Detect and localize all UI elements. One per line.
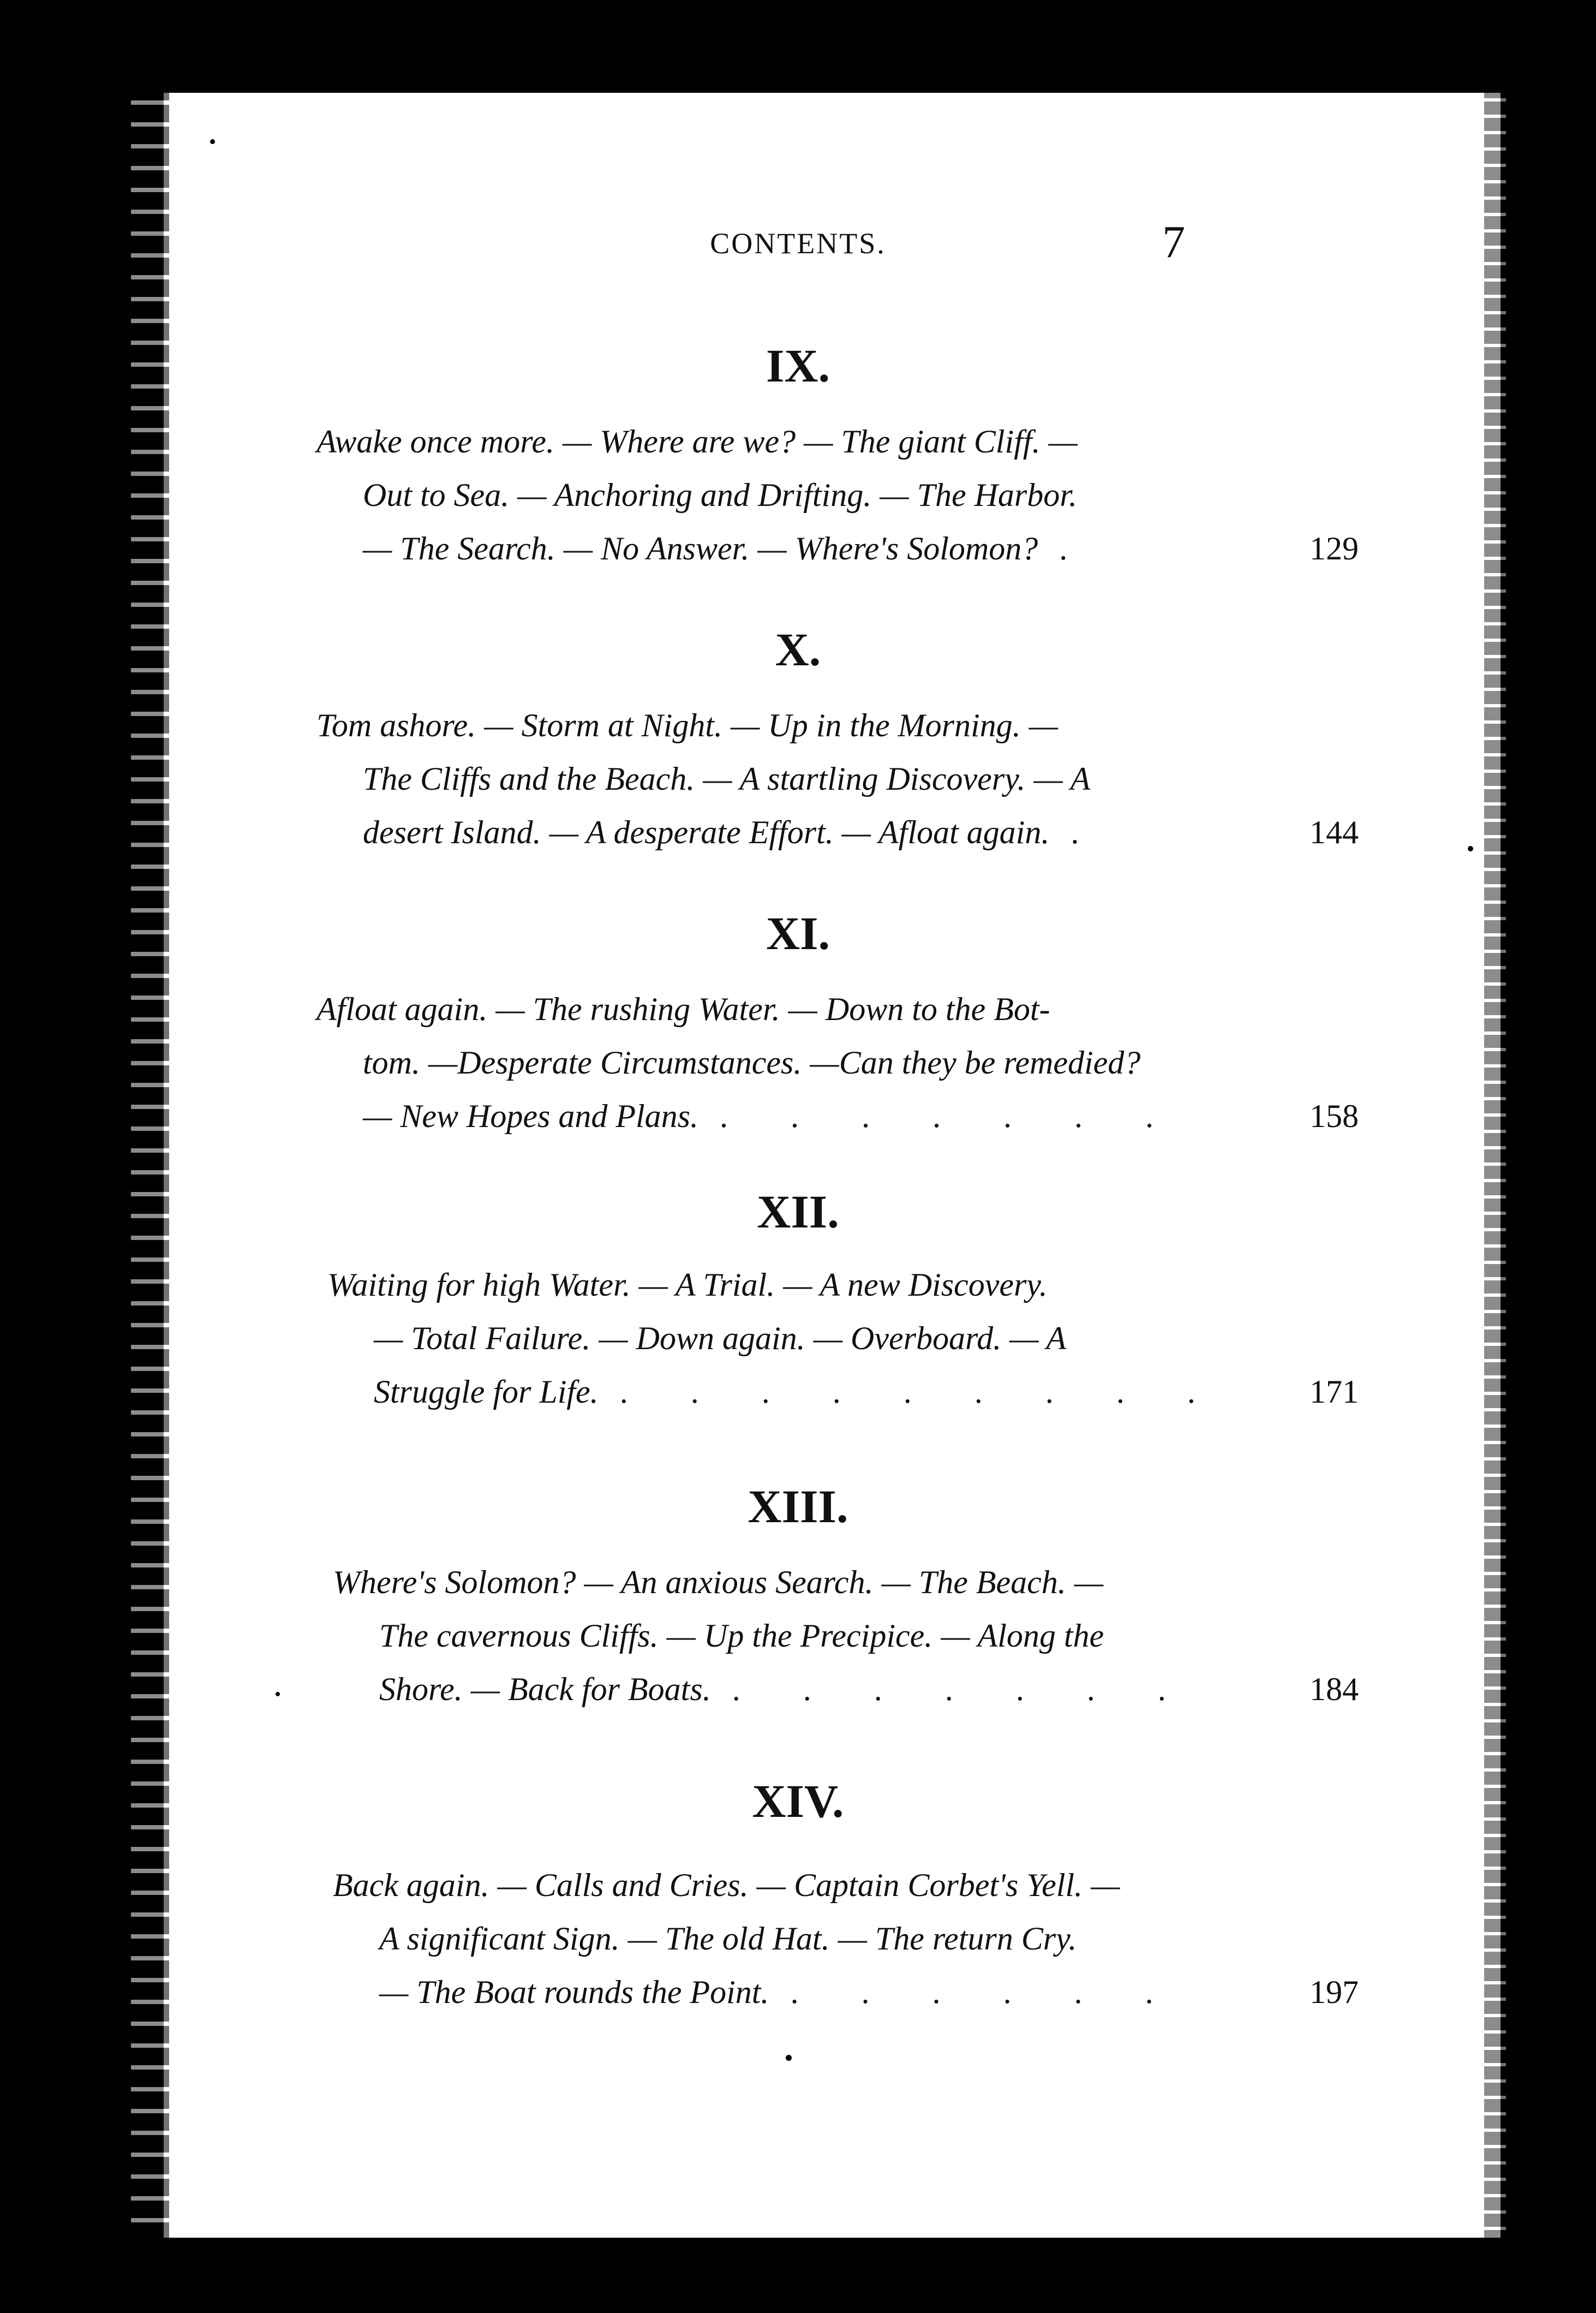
contents-entry [333,1858,1359,2019]
leader-dots: . . . . . . . [720,1098,1181,1134]
entry-line-text: — The Search. — No Answer. — Where's Solomon? [363,530,1038,567]
entry-line: Tom ashore. — Storm at Night. — Up in the Morning. — [316,707,1059,743]
scan-speck [786,2055,792,2061]
running-head: CONTENTS. [710,227,886,260]
leader-dots: . . . . . . [790,1974,1181,2010]
entry-last-line [316,806,1359,859]
chapter-heading: XII. [757,1185,839,1238]
page-reference: 129 [1310,530,1359,567]
contents-entry [327,1258,1359,1418]
entry-line: — Total Failure. — Down again. — Overboard. — A [374,1320,1066,1356]
entry-line: Back again. — Calls and Cries. — Captain Corbet's Yell. — [333,1867,1120,1903]
entry-line-text: — The Boat rounds the Point. [379,1974,769,2010]
contents-entry [316,982,1359,1143]
entry-line: Afloat again. — The rushing Water. — Down to the Bot- [316,991,1050,1027]
entry-line: The Cliffs and the Beach. — A startling Discovery. — A [363,761,1091,797]
scan-speck [276,1692,280,1696]
page-reference: 171 [1310,1374,1359,1410]
page-reference: 197 [1310,1974,1359,2010]
entry-last-line [327,1365,1359,1418]
page-reference: 144 [1310,814,1359,850]
contents-entry [316,415,1359,575]
entry-line: Out to Sea. — Anchoring and Drifting. — The Harbor. [363,477,1077,513]
contents-entry [333,1555,1359,1716]
entry-line: Awake once more. — Where are we? — The giant Cliff. — [316,424,1078,460]
entry-line-text: desert Island. — A desperate Effort. — Afloat again. [363,814,1050,850]
chapter-heading: IX. [766,339,830,392]
leader-dots: . [1071,814,1107,850]
page-reference: 184 [1310,1671,1359,1707]
chapter-heading: XIV. [752,1775,844,1827]
scan-speck [1468,846,1473,851]
entry-line: A significant Sign. — The old Hat. — The return Cry. [379,1921,1077,1957]
entry-line: tom. —Desperate Circumstances. —Can they be remedied? [363,1045,1141,1081]
entry-line: Where's Solomon? — An anxious Search. — The Beach. — [333,1564,1104,1600]
chapter-heading: XIII. [748,1480,848,1533]
leader-dots: . . . . . . . . . [619,1374,1223,1410]
page-edge-right [1484,93,1506,2238]
entry-line-text: — New Hopes and Plans. [363,1098,698,1134]
scan-speck [210,139,215,144]
entry-last-line [316,1089,1359,1143]
chapter-heading: XI. [766,907,830,959]
page-edge-left [131,93,169,2238]
entry-last-line [333,1662,1359,1716]
chapter-heading: X. [775,623,821,676]
page-number: 7 [1162,217,1185,267]
entry-line: Waiting for high Water. — A Trial. — A new Discovery. [327,1267,1048,1303]
entry-line-text: Struggle for Life. [374,1374,599,1410]
page-reference: 158 [1310,1098,1359,1134]
entry-line-text: Shore. — Back for Boats. [379,1671,711,1707]
entry-line: The cavernous Cliffs. — Up the Precipice. — Along the [379,1618,1104,1654]
entry-last-line [316,522,1359,575]
leader-dots: . . . . . . . [732,1671,1193,1707]
contents-entry [316,699,1359,859]
entry-last-line [333,1965,1359,2019]
leader-dots: . [1059,530,1095,567]
